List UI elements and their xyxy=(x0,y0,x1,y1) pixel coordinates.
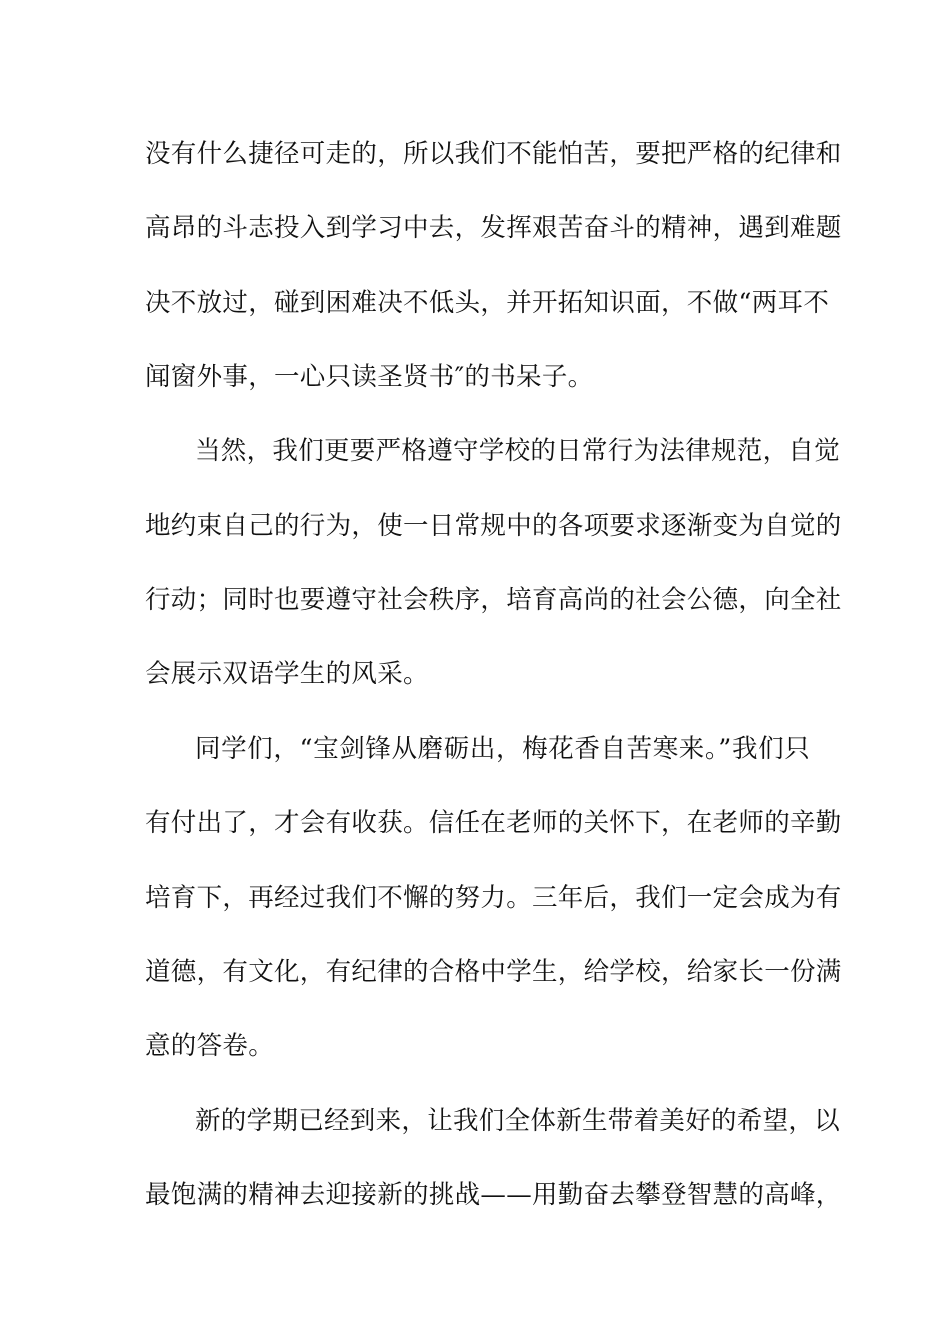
text-line: 没有什么捷径可走的，所以我们不能怕苦，要把严格的纪律和 xyxy=(145,139,842,169)
text-line: 高昂的斗志投入到学习中去，发挥艰苦奋斗的精神，遇到难题 xyxy=(145,213,842,243)
text-line: 最饱满的精神去迎接新的挑战——用勤奋去攀登智慧的高峰， xyxy=(145,1180,842,1210)
paragraph-first-line: 同学们，“宝剑锋从磨砺出，梅花香自苦寒来。”我们只 xyxy=(195,734,810,764)
text-line: 道德，有文化，有纪律的合格中学生，给学校，给家长一份满 xyxy=(145,957,842,987)
text-line: 决不放过，碰到困难决不低头，并开拓知识面，不做“两耳不 xyxy=(145,288,830,318)
text-line: 培育下，再经过我们不懈的努力。三年后，我们一定会成为有 xyxy=(145,883,842,913)
text-line: 闻窗外事，一心只读圣贤书″的书呆子。 xyxy=(145,362,594,392)
text-line: 行动；同时也要遵守社会秩序，培育高尚的社会公德，向全社 xyxy=(145,585,842,615)
text-line: 会展示双语学生的风采。 xyxy=(145,659,429,689)
paragraph-first-line: 当然，我们更要严格遵守学校的日常行为法律规范，自觉 xyxy=(195,436,841,466)
text-line: 地约束自己的行为，使一日常规中的各项要求逐渐变为自觉的 xyxy=(145,511,842,541)
paragraph-first-line: 新的学期已经到来，让我们全体新生带着美好的希望，以 xyxy=(195,1106,841,1136)
text-line: 有付出了，才会有收获。信任在老师的关怀下，在老师的辛勤 xyxy=(145,808,842,838)
text-line: 意的答卷。 xyxy=(145,1031,275,1061)
